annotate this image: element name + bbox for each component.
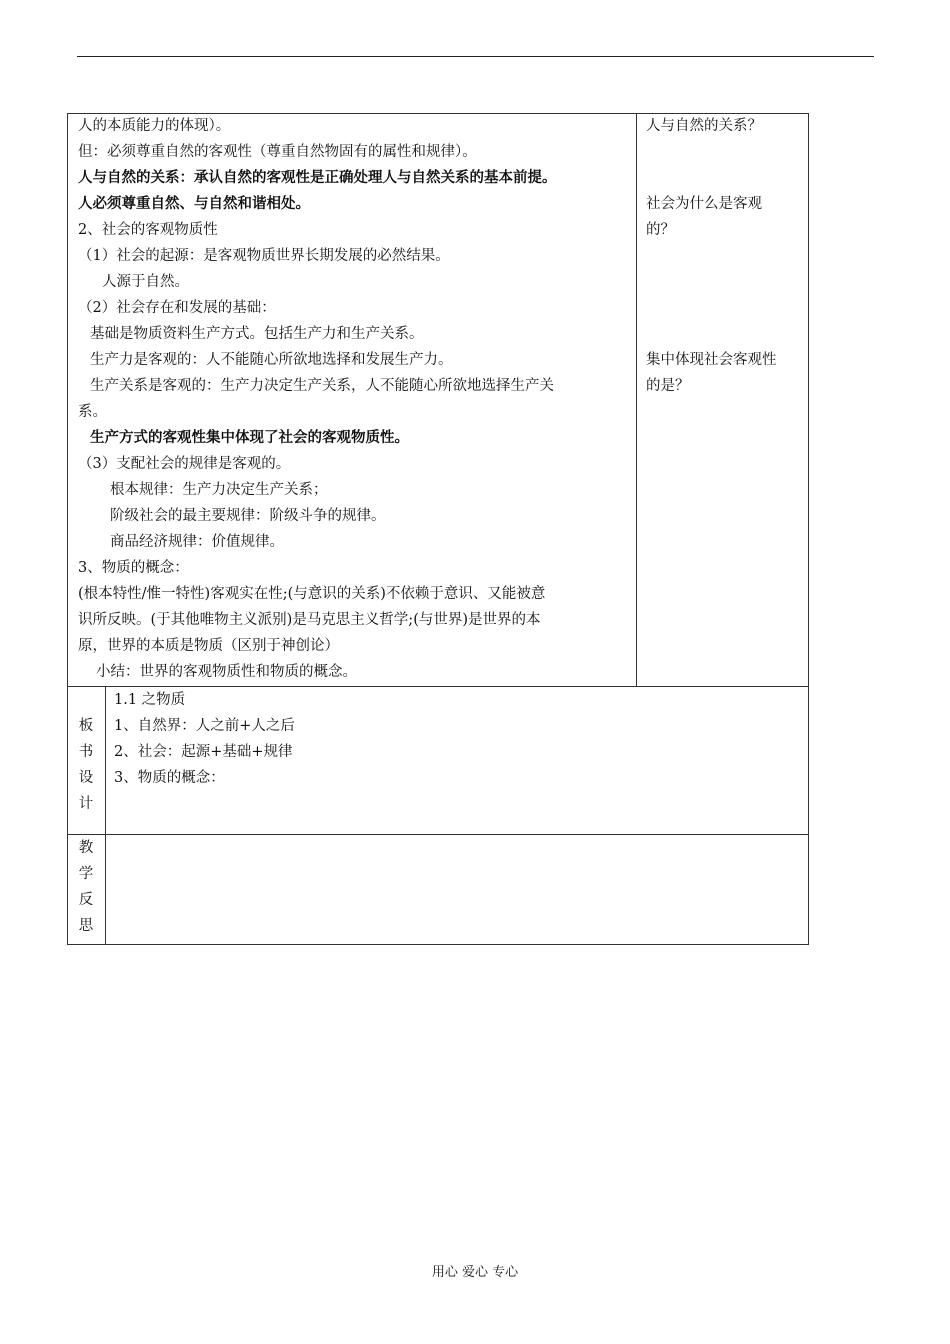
board-line: 2、社会：起源+基础+规律 xyxy=(114,744,293,760)
lesson-text-line: 小结：世界的客观物质性和物质的概念。 xyxy=(96,664,357,680)
board-design-label xyxy=(70,713,102,817)
board-label-char: 计 xyxy=(78,796,94,812)
review-question: 的是？ xyxy=(646,378,690,394)
review-question: 集中体现社会客观性 xyxy=(646,352,777,368)
teaching-reflection-box xyxy=(67,834,809,945)
lesson-text-line: 人源于自然。 xyxy=(102,274,189,290)
review-question: 社会为什么是客观 xyxy=(646,196,762,212)
review-question: 的？ xyxy=(646,222,675,238)
lesson-text-line: 生产方式的客观性集中体现了社会的客观物质性。 xyxy=(90,429,409,446)
lesson-text-line: 生产力是客观的：人不能随心所欲地选择和发展生产力。 xyxy=(90,352,453,368)
lesson-text-line: 3、物质的概念： xyxy=(78,560,189,576)
lesson-text-line: 但：必须尊重自然的客观性（尊重自然物固有的属性和规律）。 xyxy=(78,144,477,160)
column-divider xyxy=(636,113,637,687)
lesson-text-line: 人与自然的关系：承认自然的客观性是正确处理人与自然关系的基本前提。 xyxy=(78,169,557,186)
lesson-text-line: （3）支配社会的规律是客观的。 xyxy=(78,456,291,472)
reflection-label-char: 学 xyxy=(78,866,94,882)
board-label-divider xyxy=(105,686,106,835)
board-line: 3、物质的概念： xyxy=(114,770,225,786)
board-line: 1、自然界：人之前+人之后 xyxy=(114,718,295,734)
header-rule xyxy=(77,56,874,57)
lesson-text-line: 基础是物质资料生产方式。包括生产力和生产关系。 xyxy=(90,326,424,342)
lesson-text-line: 阶级社会的最主要规律：阶级斗争的规律。 xyxy=(110,508,386,524)
board-label-char: 书 xyxy=(78,744,94,760)
lesson-text-line: 人必须尊重自然、与自然和谐相处。 xyxy=(78,195,310,212)
board-line: 1.1 之物质 xyxy=(114,692,186,708)
lesson-text-line: 商品经济规律：价值规律。 xyxy=(110,534,284,550)
reflection-label-char: 教 xyxy=(78,840,94,856)
lesson-text-line: 根本规律：生产力决定生产关系； xyxy=(110,482,328,498)
board-label-char: 设 xyxy=(78,770,94,786)
lesson-text-line: 生产关系是客观的：生产力决定生产关系，人不能随心所欲地选择生产关 xyxy=(90,378,554,394)
page-footer: 用心 爱心 专心 xyxy=(431,1265,519,1280)
review-question: 人与自然的关系？ xyxy=(646,118,762,134)
lesson-text-line: （1）社会的起源：是客观物质世界长期发展的必然结果。 xyxy=(78,248,450,264)
lesson-text-line: 系。 xyxy=(78,404,107,420)
reflection-label-divider xyxy=(105,834,106,945)
lesson-text-line: 识所反映。(于其他唯物主义派别)是马克思主义哲学;(与世界)是世界的本 xyxy=(78,612,541,628)
lesson-text-line: (根本特性/惟一特性)客观实在性;(与意识的关系)不依赖于意识、又能被意 xyxy=(78,586,546,602)
teaching-reflection-label xyxy=(70,835,102,939)
lesson-text-line: 原，世界的本质是物质（区别于神创论） xyxy=(78,638,339,654)
board-label-char: 板 xyxy=(78,718,94,734)
reflection-label-char: 思 xyxy=(78,918,94,934)
lesson-text-line: 人的本质能力的体现）。 xyxy=(78,118,231,134)
reflection-label-char: 反 xyxy=(78,892,94,908)
lesson-text-line: （2）社会存在和发展的基础： xyxy=(78,300,276,316)
lesson-text-line: 2、社会的客观物质性 xyxy=(78,222,218,238)
